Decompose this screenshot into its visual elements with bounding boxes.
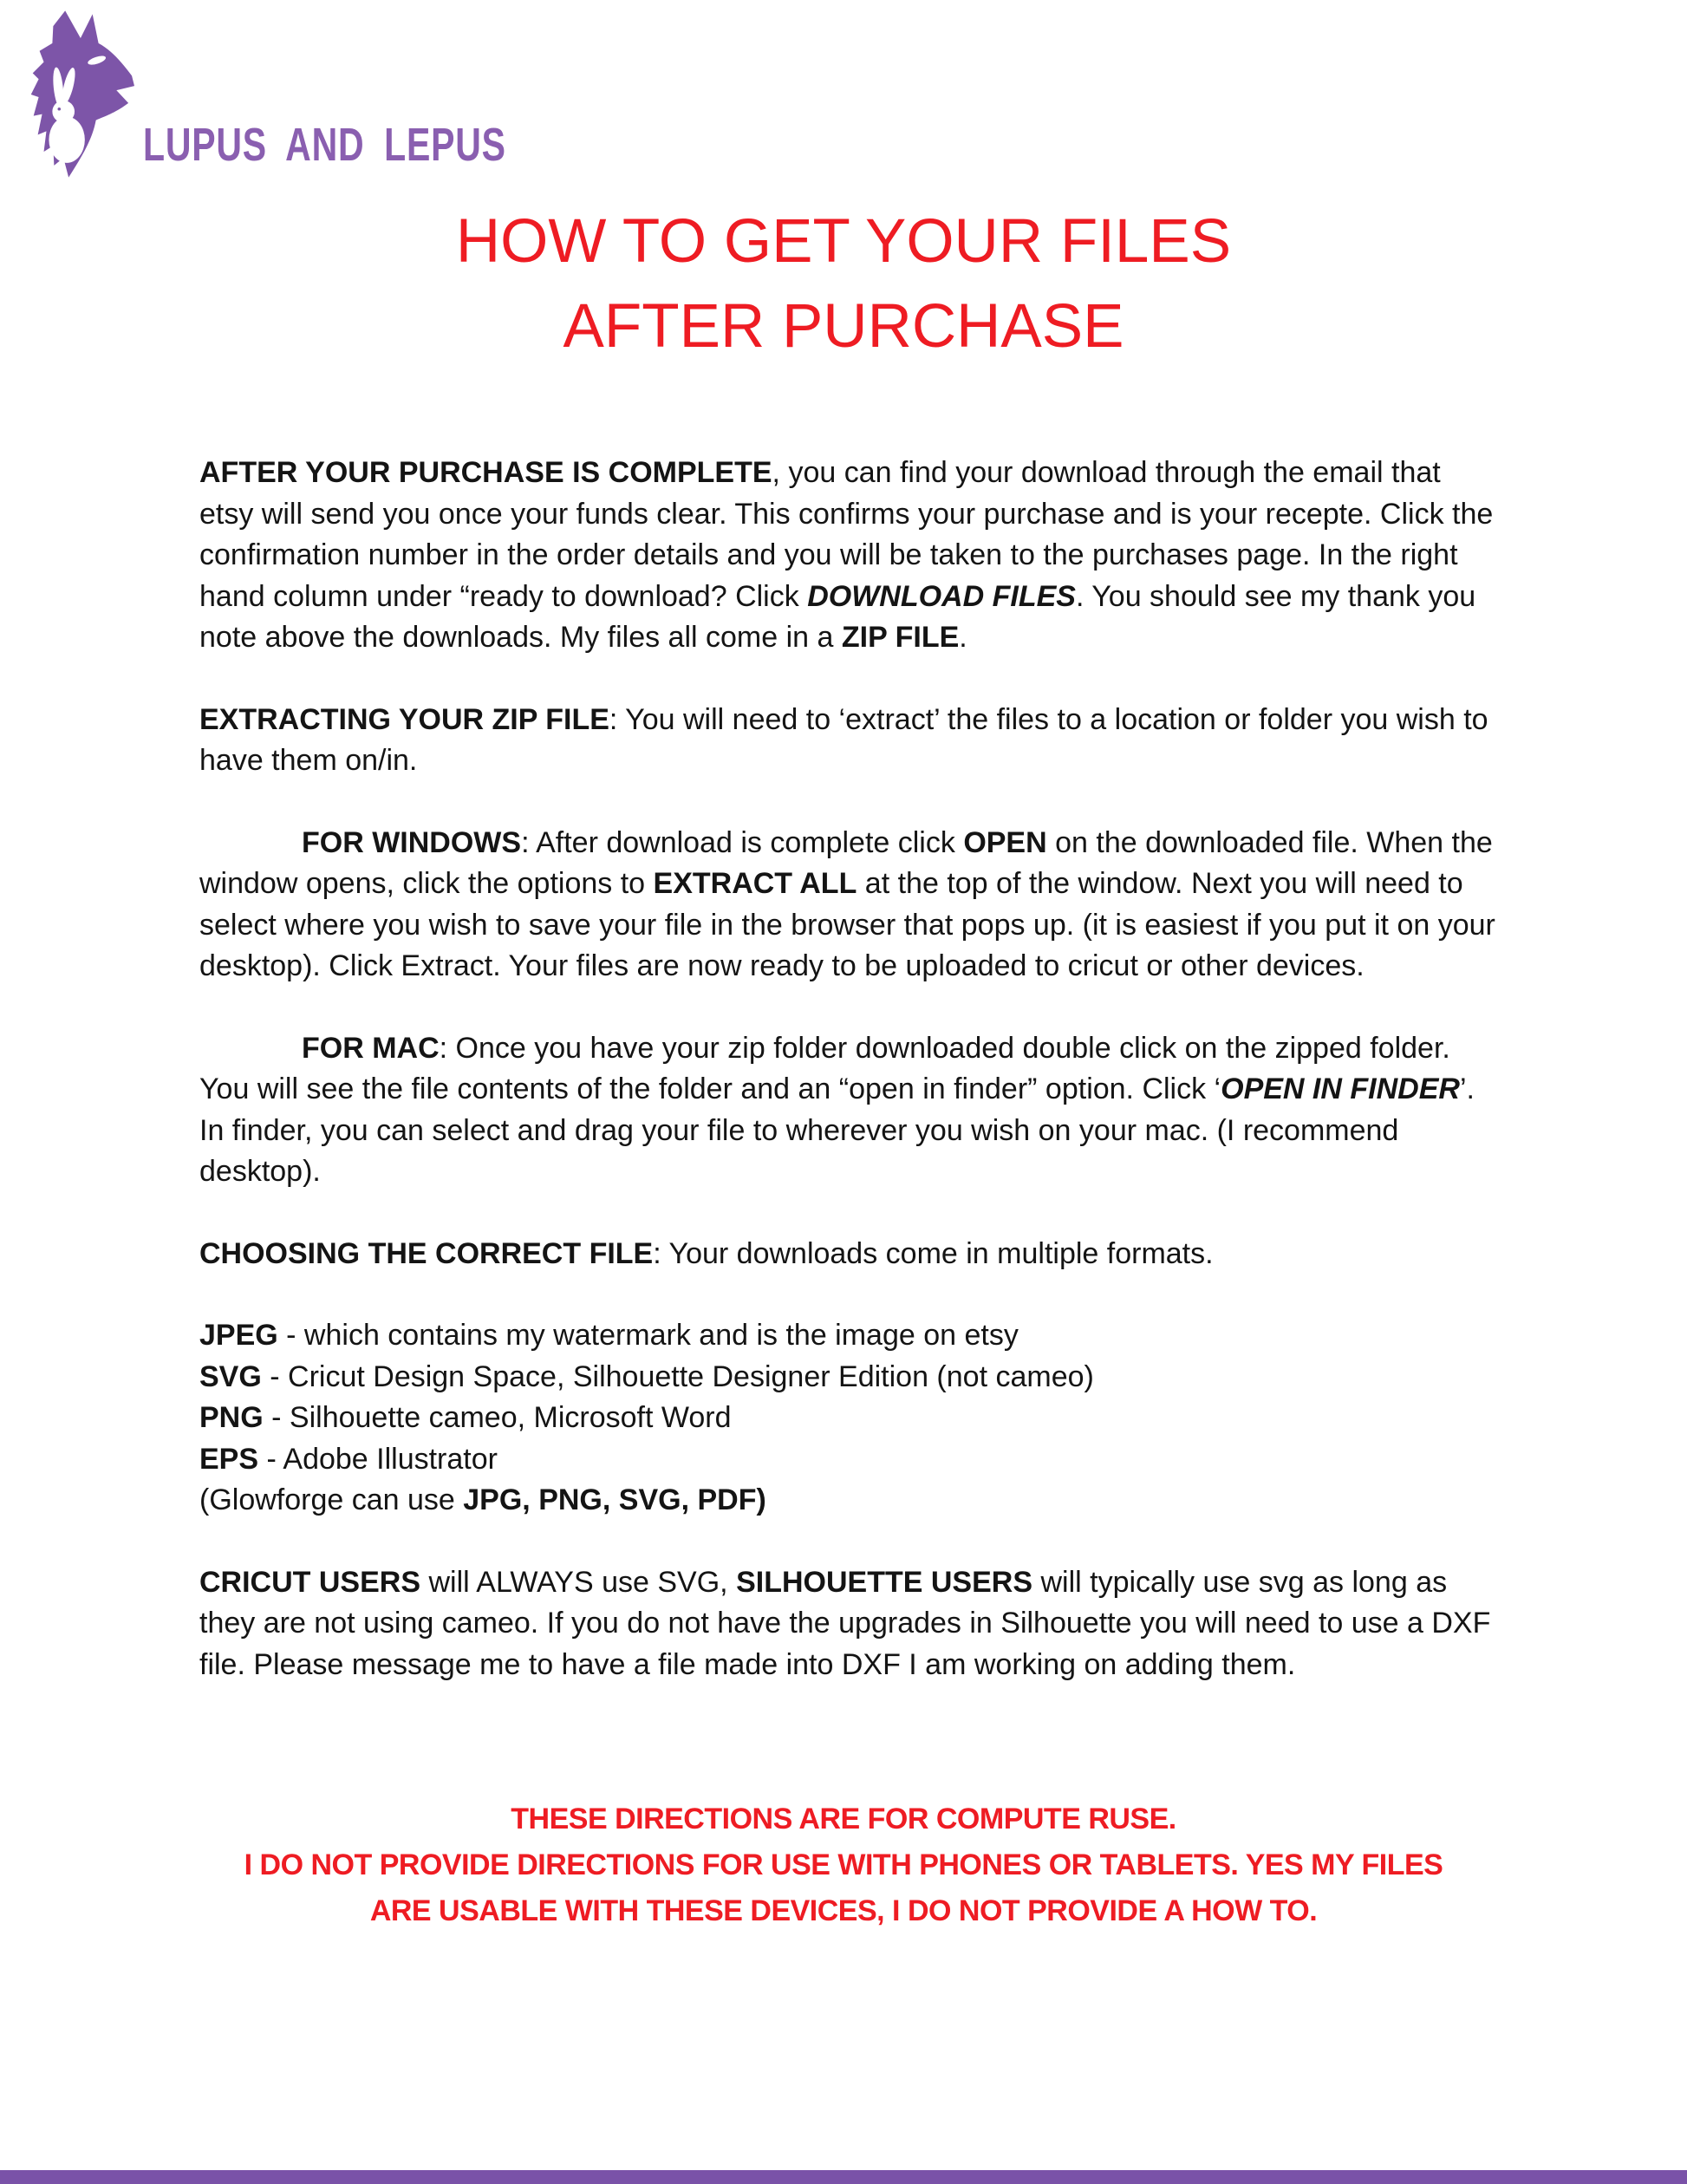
text-run: : You will need to ‘extract’ the files to a location or folder you wish to have them on/in.: [199, 702, 1488, 777]
footer-bar: [0, 2170, 1687, 2184]
brand-text: LUPUS AND LEPUS: [143, 119, 506, 171]
bold-italic-run: DOWNLOAD FILES: [807, 579, 1076, 613]
text-run: - which contains my watermark and is the image on etsy: [277, 1319, 1019, 1352]
list-item: [199, 1480, 1500, 1522]
text-run: on the downloaded file. When the window opens, click the options to: [199, 825, 1493, 900]
bold-run: OPEN: [963, 825, 1047, 859]
bold-run: EPS: [199, 1442, 259, 1476]
text-run: : After download is complete click: [521, 825, 964, 859]
red-disclaimer-line2: I DO NOT PROVIDE DIRECTIONS FOR USE WITH PHONES OR TABLETS. YES MY FILES: [244, 1848, 1443, 1881]
paragraph-for-windows: [199, 823, 1500, 988]
list-item: [199, 1398, 1500, 1439]
red-disclaimer: [95, 1796, 1592, 1934]
paragraph-extracting: [199, 700, 1500, 782]
list-item: [199, 1357, 1500, 1398]
logo: [16, 9, 506, 191]
bold-run: AFTER YOUR PURCHASE IS COMPLETE: [199, 456, 772, 489]
text-run: - Adobe Illustrator: [258, 1442, 498, 1476]
document-body: [199, 453, 1500, 1726]
text-run: .: [959, 621, 967, 654]
list-item: [199, 1315, 1500, 1357]
text-run: will typically use svg as long as they are not using cameo. If you do not have the upgrades in Silhouette you will need to use a DXF file. Please message me to have a file made into DXF I am working on adding them.: [199, 1565, 1491, 1681]
bold-run: ZIP FILE: [841, 621, 960, 654]
text-run: : Your downloads come in multiple formats.: [653, 1236, 1214, 1270]
text-run: . You should see my thank you note above the downloads. My files all come in a: [199, 579, 1476, 654]
bold-run: CHOOSING THE CORRECT FILE: [199, 1236, 654, 1270]
wolf-rabbit-logo-icon: [16, 9, 135, 180]
bold-run: CRICUT USERS: [199, 1565, 421, 1599]
red-disclaimer-line3: ARE USABLE WITH THESE DEVICES, I DO NOT PROVIDE A HOW TO.: [369, 1894, 1318, 1927]
paragraph-choosing-file: [199, 1234, 1500, 1275]
bold-run: PNG: [199, 1401, 264, 1434]
red-disclaimer-line1: THESE DIRECTIONS ARE FOR COMPUTE RUSE.: [511, 1803, 1176, 1835]
text-run: at the top of the window. Next you will need to select where you wish to save your file in the browser that pops up. (it is easiest if you put it on your desktop). Click Extract. Your files are now ready to be uploaded to cricut or other devices.: [199, 867, 1495, 982]
paragraph-after-purchase: [199, 453, 1500, 659]
bold-run: SVG: [199, 1359, 262, 1393]
page-title: [0, 199, 1687, 369]
text-run: will ALWAYS use SVG,: [420, 1565, 737, 1599]
bold-run: SILHOUETTE USERS: [736, 1565, 1033, 1599]
bold-run: JPEG: [199, 1319, 278, 1352]
list-item: [199, 1439, 1500, 1481]
page-title-line2: AFTER PURCHASE: [563, 292, 1124, 361]
paragraph-for-mac: [199, 1028, 1500, 1193]
text-run: , you can find your download through the email that etsy will send you once your funds clear. This confirms your purchase and is your recepte. Click the confirmation number in the order details and you will be taken to the purchases page. In the right hand column under “ready to download? Click: [199, 456, 1494, 613]
bold-run: EXTRACTING YOUR ZIP FILE: [199, 702, 609, 736]
file-format-list: [199, 1315, 1500, 1522]
bold-run: JPG, PNG, SVG, PDF): [463, 1483, 766, 1516]
page-title-line1: HOW TO GET YOUR FILES: [455, 207, 1232, 276]
text-run: - Cricut Design Space, Silhouette Designer Edition (not cameo): [261, 1359, 1094, 1393]
text-run: - Silhouette cameo, Microsoft Word: [263, 1401, 732, 1434]
paragraph-cricut-users: [199, 1562, 1500, 1686]
bold-run: FOR MAC: [302, 1031, 440, 1065]
text-run: : Once you have your zip folder downloaded double click on the zipped folder. You will see the file contents of the folder and an “open in finder” option. Click ‘: [199, 1031, 1450, 1105]
bold-run: EXTRACT ALL: [653, 867, 857, 900]
text-run: (Glowforge can use: [199, 1483, 464, 1516]
bold-run: FOR WINDOWS: [302, 825, 522, 859]
text-run: ’. In finder, you can select and drag your file to wherever you wish on your mac. (I recommend desktop).: [199, 1072, 1475, 1188]
bold-italic-run: OPEN IN FINDER: [1221, 1072, 1460, 1105]
